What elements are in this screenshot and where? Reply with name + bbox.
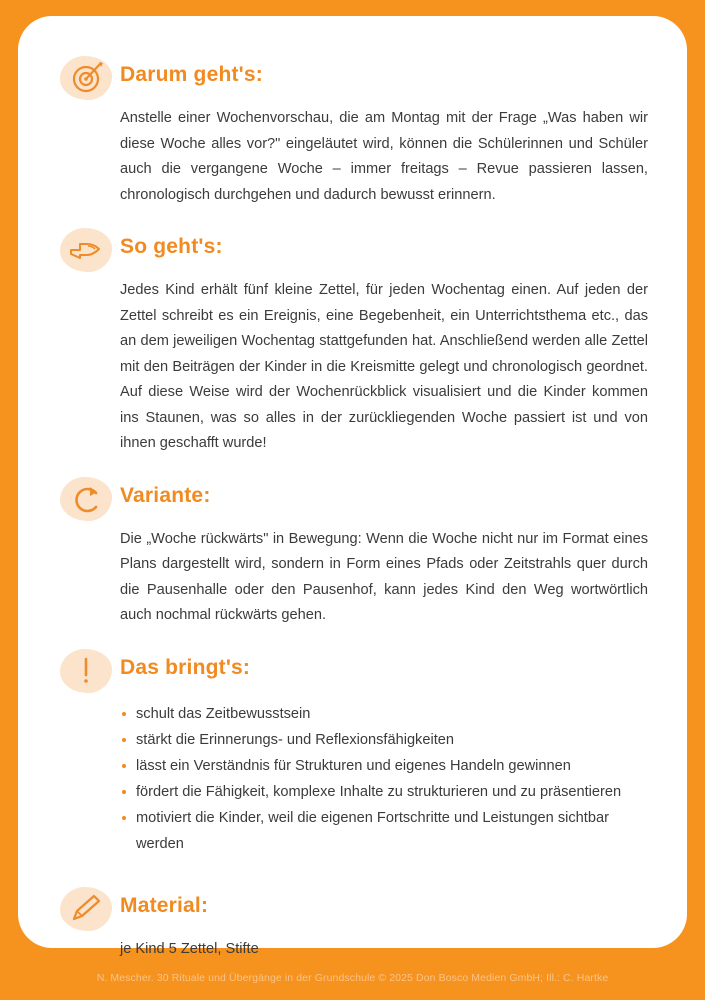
content-column xyxy=(58,56,648,966)
pointing-hand-icon xyxy=(64,230,108,270)
icon-container xyxy=(58,887,120,933)
spacer xyxy=(58,461,648,477)
footer-credit: N. Mescher. 30 Rituale und Übergänge in der Grundschule © 2025 Don Bosco Medien GmbH; Ill.: C. Hartke xyxy=(96,972,609,984)
section-title: So geht's: xyxy=(120,235,223,258)
section-variante xyxy=(58,477,648,629)
target-dart-icon xyxy=(64,58,108,98)
list-item: lässt ein Verständnis für Strukturen und eigenes Handeln gewinnen xyxy=(120,753,648,779)
icon-container xyxy=(58,56,120,102)
section-paragraph: Jedes Kind erhält fünf kleine Zettel, für jeden Wochentag einen. Auf jeden der Zettel schreibt es ein Ereignis, eine Begebenheit, ein Unterrichtsthema etc., das an dem jeweiligen Wochentag stattgefunden hat. Anschließend werden alle Zettel mit den Beiträgen der Kinder in die Kreismitte gelegt und chronologisch geordnet. Auf diese Weise wird der Wochenrückblick visualisiert und die Kinder kommen ins Staunen, was so alles in der zurückliegenden Woche passiert ist und von ihnen geschafft wurde! xyxy=(120,282,648,451)
section-title: Material: xyxy=(120,893,209,917)
section-header xyxy=(58,887,648,933)
section-header xyxy=(58,477,648,523)
section-paragraph: je Kind 5 Zettel, Stifte xyxy=(120,940,259,957)
section-header xyxy=(58,649,648,695)
section-so-gehts xyxy=(58,228,648,457)
icon-container xyxy=(58,477,120,523)
section-paragraph: Die „Woche rückwärts" in Bewegung: Wenn die Woche nicht nur im Format eines Plans dargestellt wird, sondern in Form eines Pfads oder Zeitstrahls quer durch die Pausenhalle oder den Pausenhof, kann jedes Kind den Weg wortwörtlich auch nochmal rückwärts gehen. xyxy=(120,530,648,623)
list-item: schult das Zeitbewusstsein xyxy=(120,701,648,727)
section-darum-gehts xyxy=(58,56,648,208)
icon-container xyxy=(58,228,120,274)
section-header xyxy=(58,228,648,274)
spacer xyxy=(58,633,648,649)
pencil-icon xyxy=(64,889,108,929)
section-title: Variante: xyxy=(120,483,211,507)
spacer xyxy=(58,861,648,877)
section-title: Das bringt's: xyxy=(120,655,251,679)
section-header xyxy=(58,56,648,102)
section-material xyxy=(58,887,648,963)
content-card xyxy=(18,16,687,957)
spacer xyxy=(58,212,648,228)
section-das-bringts xyxy=(58,649,648,857)
benefits-list xyxy=(120,701,648,857)
exclamation-mark-icon xyxy=(64,651,108,691)
section-paragraph: Anstelle einer Wochenvorschau, die am Montag mit der Frage „Was haben wir diese Woche alles vor?" eingeläutet wird, können die Schülerinnen und Schüler auch die vergangene Woche – immer freitags – Revue passieren lassen, chronologisch durchgehen und dadurch bewusst erinnern. xyxy=(120,110,648,203)
list-item: motiviert die Kinder, weil die eigenen Fortschritte und Leistungen sichtbar werden xyxy=(120,805,648,857)
list-item: stärkt die Erinnerungs- und Reflexionsfähigkeiten xyxy=(120,727,648,753)
section-title: Darum geht's: xyxy=(120,63,263,86)
spacer xyxy=(58,877,648,887)
icon-container xyxy=(58,649,120,695)
refresh-arrow-icon xyxy=(64,479,108,519)
list-item: fördert die Fähigkeit, komplexe Inhalte zu strukturieren und zu präsentieren xyxy=(120,779,648,805)
